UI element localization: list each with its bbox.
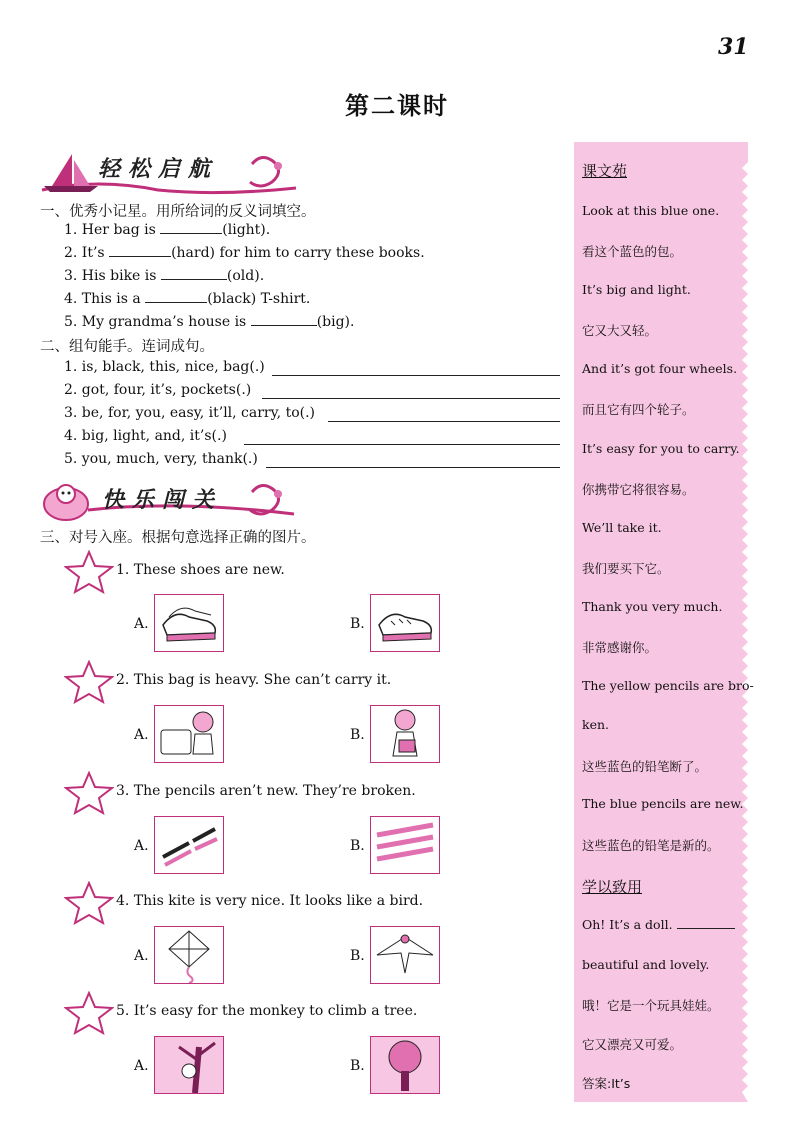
sidebar-heading-2: 学以致用 <box>582 878 643 896</box>
monkey-tree-icon <box>155 1037 223 1093</box>
fill-item-text: 4. This is a <box>64 291 146 307</box>
sidebar-line: 看这个蓝色的包。 <box>582 244 683 259</box>
star-answer-icon[interactable] <box>64 881 114 925</box>
option-b-picture[interactable] <box>370 594 440 652</box>
star-answer-icon[interactable] <box>64 660 114 704</box>
option-b-picture[interactable] <box>370 1036 440 1094</box>
option-b-picture[interactable] <box>370 705 440 763</box>
answer-blank[interactable] <box>145 302 207 303</box>
answer-blank[interactable] <box>109 256 171 257</box>
sentence-item-3: 3. be, for, you, easy, it’ll, carry, to(.) <box>64 405 316 421</box>
option-a-label: A. <box>134 838 149 854</box>
tree-icon <box>371 1037 439 1093</box>
page-title: 第二课时 <box>345 92 449 120</box>
answer-blank[interactable] <box>160 233 222 234</box>
question-4: 4. This kite is very nice. It looks like a bird. <box>116 893 424 909</box>
section3-heading: 三、对号入座。根据句意选择正确的图片。 <box>40 530 316 546</box>
option-a-label: A. <box>134 727 149 743</box>
sidebar-line: 你携带它将很容易。 <box>582 482 695 497</box>
sentence-item-4: 4. big, light, and, it’s(.) <box>64 428 227 444</box>
question-3: 3. The pencils aren’t new. They’re broken. <box>116 783 416 799</box>
fill-item-5 <box>64 314 354 330</box>
answer-line[interactable] <box>244 444 560 445</box>
fill-item-text: 3. His bike is <box>64 268 161 284</box>
sidebar-line: It’s big and light. <box>582 282 691 297</box>
star-answer-icon[interactable] <box>64 771 114 815</box>
option-a-label: A. <box>134 948 149 964</box>
sentence-item-2: 2. got, four, it’s, pockets(.) <box>64 382 252 398</box>
sidebar-line: beautiful and lovely. <box>582 957 710 972</box>
sidebar-line: 这些蓝色的铅笔是新的。 <box>582 838 720 853</box>
answer-line[interactable] <box>266 467 560 468</box>
fill-item-text: (big). <box>316 314 355 330</box>
pencils-icon <box>155 817 223 873</box>
bird-kite-icon <box>371 927 439 983</box>
section2-heading: 二、组句能手。连词成句。 <box>40 339 214 355</box>
option-a-picture[interactable] <box>154 705 224 763</box>
fill-item-text: (hard) for him to carry these books. <box>171 245 425 261</box>
fill-item-3 <box>64 268 264 284</box>
fill-item-2 <box>64 245 425 261</box>
fill-item-text: (black) T-shirt. <box>207 291 311 307</box>
option-b-label: B. <box>350 838 365 854</box>
banner-title-2: 快乐闯关 <box>102 488 223 513</box>
sidebar-line: It’s easy for you to carry. <box>582 441 740 456</box>
star-answer-icon[interactable] <box>64 991 114 1035</box>
answer-line[interactable] <box>328 421 560 422</box>
sidebar-line <box>582 917 735 932</box>
sidebar-line: Thank you very much. <box>582 599 723 614</box>
answer-blank[interactable] <box>251 325 317 326</box>
fill-item-text: 2. It’s <box>64 245 110 261</box>
answer-line[interactable] <box>262 398 560 399</box>
question-5: 5. It’s easy for the monkey to climb a tree. <box>116 1003 418 1019</box>
sidebar-line: 哦！它是一个玩具娃娃。 <box>582 998 720 1013</box>
sidebar-line: 非常感谢你。 <box>582 640 658 655</box>
sidebar-line: Look at this blue one. <box>582 203 720 218</box>
banner-title-1: 轻松启航 <box>98 157 219 182</box>
fill-item-text: 5. My grandma’s house is <box>64 314 251 330</box>
pencils-icon <box>371 817 439 873</box>
sidebar-line: ken. <box>582 717 609 732</box>
shoes-icon <box>371 595 439 651</box>
option-a-label: A. <box>134 616 149 632</box>
option-b-label: B. <box>350 616 365 632</box>
sidebar-line: 它又漂亮又可爱。 <box>582 1037 683 1052</box>
sidebar-line: The blue pencils are new. <box>582 796 744 811</box>
sidebar-line: 我们要买下它。 <box>582 561 670 576</box>
section1-heading: 一、优秀小记星。用所给词的反义词填空。 <box>40 204 316 220</box>
sentence-item-5: 5. you, much, very, thank(.) <box>64 451 258 467</box>
answer-blank[interactable] <box>161 279 227 280</box>
option-b-picture[interactable] <box>370 816 440 874</box>
sidebar-answer: 答案:It’s <box>582 1076 631 1091</box>
sidebar-line: The yellow pencils are bro- <box>582 678 754 693</box>
answer-line[interactable] <box>272 375 560 376</box>
option-b-picture[interactable] <box>370 926 440 984</box>
fill-item-4 <box>64 291 310 307</box>
sidebar-line: 而且它有四个轮子。 <box>582 402 695 417</box>
sidebar-line: We’ll take it. <box>582 520 662 535</box>
option-a-label: A. <box>134 1058 149 1074</box>
option-b-label: B. <box>350 1058 365 1074</box>
answer-blank[interactable] <box>677 928 735 929</box>
sidebar-line: 它又大又轻。 <box>582 323 658 338</box>
sidebar-line: 这些蓝色的铅笔断了。 <box>582 759 708 774</box>
suitcase-girl-icon <box>155 706 223 762</box>
shoes-icon <box>155 595 223 651</box>
kite-icon <box>155 927 223 983</box>
option-b-label: B. <box>350 727 365 743</box>
option-a-picture[interactable] <box>154 594 224 652</box>
fill-item-1 <box>64 222 270 238</box>
fill-item-text: (light). <box>222 222 271 238</box>
sidebar-line: And it’s got four wheels. <box>582 361 738 376</box>
option-a-picture[interactable] <box>154 1036 224 1094</box>
question-2: 2. This bag is heavy. She can’t carry it. <box>116 672 392 688</box>
fill-item-text: (old). <box>226 268 265 284</box>
sidebar-text: Oh! It’s a doll. <box>582 917 673 932</box>
handbag-girl-icon <box>371 706 439 762</box>
option-b-label: B. <box>350 948 365 964</box>
page-number: 31 <box>718 34 749 60</box>
question-1: 1. These shoes are new. <box>116 562 285 578</box>
fill-item-text: 1. Her bag is <box>64 222 161 238</box>
sentence-item-1: 1. is, black, this, nice, bag(.) <box>64 359 265 375</box>
star-answer-icon[interactable] <box>64 550 114 594</box>
sidebar-heading-1: 课文苑 <box>582 162 628 180</box>
option-a-picture[interactable] <box>154 926 224 984</box>
option-a-picture[interactable] <box>154 816 224 874</box>
